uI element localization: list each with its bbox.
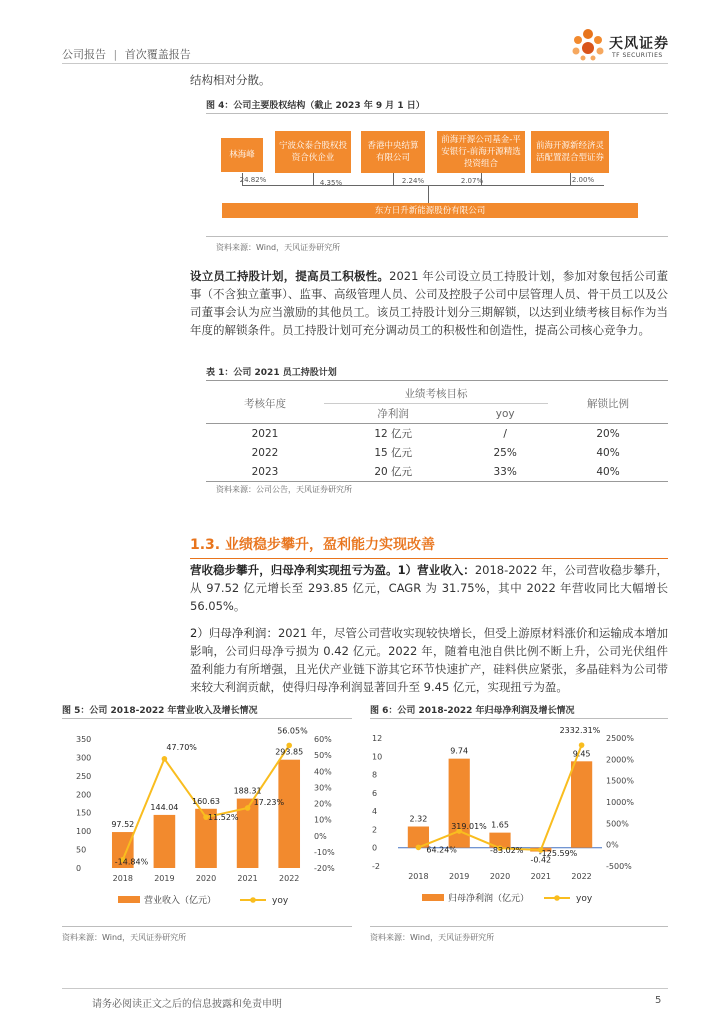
logo-name: 天风证券: [609, 36, 669, 52]
table1-top-rule: [206, 380, 668, 381]
left-axis-tick: 8: [372, 770, 378, 780]
figure4-top-rule: [206, 113, 668, 114]
category-label: 2020: [489, 872, 511, 881]
bar-label: 188.31: [233, 786, 262, 796]
company-logo-icon: [568, 26, 608, 62]
cell-yoy: 33%: [462, 462, 548, 482]
figure5-source: 资料来源：Wind，天风证券研究所: [62, 933, 187, 942]
ownership-connector: [428, 185, 429, 203]
left-axis-tick: 4: [372, 807, 378, 817]
bar-label: 160.63: [192, 796, 220, 806]
legend-swatch-point: [554, 895, 560, 901]
legend-label: 归母净利润（亿元）: [448, 894, 530, 904]
figure5-bottom-rule: [62, 926, 352, 927]
table-row: [206, 443, 668, 462]
left-axis-tick: 0: [372, 843, 378, 853]
category-label: 2021: [530, 872, 551, 881]
left-axis-tick: -2: [372, 862, 380, 871]
left-axis-tick: 50: [76, 845, 87, 855]
company-box: [222, 203, 638, 218]
cell-profit: 20 亿元: [324, 462, 462, 482]
section-underline: [190, 558, 668, 559]
line-label: 17.23%: [253, 797, 285, 807]
category-label: 2018: [112, 874, 133, 883]
yoy-point: [245, 805, 251, 811]
cell-unlock: 40%: [548, 462, 668, 482]
legend-swatch-point: [250, 897, 256, 903]
right-axis-tick: 2500%: [606, 734, 634, 743]
right-axis-tick: -20%: [314, 864, 335, 873]
shareholder-box: [531, 131, 609, 173]
cell-unlock: 40%: [596, 446, 620, 459]
footer-disclaimer: 请务必阅读正文之后的信息披露和免责申明: [92, 999, 282, 1010]
right-axis-tick: 60%: [314, 735, 332, 744]
figure4-title: 图 4：公司主要股权结构（截止 2023 年 9 月 1 日）: [206, 101, 425, 111]
cell-year: 2022: [251, 446, 279, 459]
paragraph-lead: 设立员工持股计划，提高员工积极性。: [190, 269, 390, 283]
table1-title: 表 1：公司 2021 员工持股计划: [206, 368, 337, 378]
yoy-point: [579, 742, 585, 748]
cell-profit: 12 亿元: [374, 428, 413, 440]
left-axis-tick: 300: [76, 753, 92, 763]
report-kind: 首次覆盖报告: [124, 48, 191, 61]
header-yoy: yoy: [462, 404, 548, 424]
right-axis-tick: -10%: [314, 847, 335, 857]
shareholder-box: [361, 131, 425, 173]
paragraph-body: 2021 年公司设立员工持股计划，参加对象包括公司董事（不含独立董事）、监事、高级管理人员、公司及控股子公司中层管理人员、骨干员工以及公司董事会认为应当激励的其他员工。该员工持股计划分三期解锁，以达到业绩考核目标作为当年度的解锁条件。员工持股计划可充分调动员工的积极性和创造性，提高公司核心竞争力。: [190, 269, 669, 337]
bar-label: 9.74: [450, 746, 469, 756]
category-label: 2022: [279, 874, 300, 883]
bar: [571, 761, 592, 847]
header-profit: 净利润: [324, 404, 462, 424]
right-axis-tick: 30%: [314, 783, 332, 793]
category-label: 2018: [408, 872, 429, 881]
paragraph-net-profit: [190, 624, 668, 696]
left-axis-tick: 6: [372, 788, 378, 798]
left-axis-tick: 12: [372, 734, 383, 743]
line-label: -83.02%: [490, 846, 524, 856]
figure5-title: 图 5：公司 2018-2022 年营业收入及增长情况: [62, 706, 258, 716]
shareholder-pct: 2.07%: [460, 177, 484, 185]
paragraph-body: 2018-2022 年，公司营收稳步攀升，从 97.52 亿元增长至 293.85 亿元，CAGR 为 31.75%，其中 2022 年营收同比大幅增长 56.05%。: [190, 563, 669, 613]
shareholder-name: 前海开源公司基金-平安银行-前海开源精选投资组合: [441, 135, 521, 169]
intro-text: 结构相对分散。: [190, 73, 271, 87]
table-row: [206, 424, 668, 444]
legend-label: yoy: [272, 896, 289, 906]
cell-yoy: 25%: [493, 446, 517, 459]
figure4-bottom-rule: [206, 236, 668, 237]
figure6-title: 图 6：公司 2018-2022 年归母净利润及增长情况: [370, 706, 575, 716]
company-name: 东方日升新能源股份有限公司: [374, 205, 486, 216]
right-axis-tick: 40%: [314, 767, 332, 777]
line-label: 2332.31%: [559, 726, 601, 736]
legend-label: 营业收入（亿元）: [144, 896, 217, 906]
category-label: 2021: [237, 874, 258, 883]
bar-label: -0.42: [530, 855, 552, 865]
shareholder-name: 香港中央结算有限公司: [367, 141, 419, 163]
figure6-top-rule: [370, 718, 668, 719]
shareholder-box: [275, 131, 351, 173]
shareholder-name: 宁波众泰合股权投资合伙企业: [279, 141, 348, 163]
right-axis-tick: 20%: [314, 799, 332, 809]
header-target: 业绩考核目标: [324, 384, 548, 404]
category-label: 2019: [154, 874, 175, 883]
line-label: 64.24%: [426, 845, 457, 855]
right-axis-tick: 50%: [314, 751, 332, 761]
table1-source: 资料来源：公司公告，天风证券研究所: [216, 485, 352, 494]
right-axis-tick: 2000%: [606, 755, 634, 765]
shareholder-name: 前海开源新经济灵活配置混合型证券: [535, 141, 604, 163]
right-axis-tick: 0%: [606, 840, 619, 850]
figure6-bottom-rule: [370, 926, 668, 927]
yoy-point: [162, 756, 168, 762]
line-label: 319.01%: [451, 822, 487, 832]
cell-year: 2023: [206, 462, 324, 482]
left-axis-tick: 350: [76, 735, 92, 744]
left-axis-tick: 2: [372, 825, 378, 835]
shareholder-pct: 2.24%: [401, 177, 425, 185]
cell-profit: 15 亿元: [374, 447, 413, 459]
shareholder-pct: 4.35%: [319, 179, 343, 187]
table-row: [206, 462, 668, 482]
paragraph-lead: 营收稳步攀升，归母净利实现扭亏为盈。1）营业收入：: [190, 563, 475, 577]
shareholder-pct: 24.82%: [239, 176, 267, 184]
right-axis-tick: 0%: [314, 831, 327, 841]
bar-label: 293.85: [275, 747, 304, 757]
paragraph-body: 2021 年，尽管公司营收实现较快增长，但受上游原材料涨价和运输成本增加影响，公司归母净亏损为 0.42 亿元。2022 年，随着电池自供比例不断上升，公司光伏组件盈利能力有所增强，且光伏产业链下游其它环节快速扩产，硅料供应紧张，多晶硅料为公司带来较大利润贡献，使得归母净利润显著回升至 9.45 亿元，实现扭亏为盈。: [190, 626, 668, 694]
line-label: 56.05%: [277, 726, 308, 736]
cell-unlock: 20%: [596, 427, 620, 440]
left-axis-tick: 100: [76, 827, 92, 837]
legend-swatch-bar: [118, 896, 140, 903]
report-header: [62, 46, 191, 62]
ownership-connector: [313, 173, 314, 185]
net-profit-chart: [370, 720, 668, 920]
yoy-point: [416, 845, 422, 851]
bar-label: 97.52: [111, 820, 135, 830]
line-label: 11.52%: [208, 813, 239, 823]
shareholder-box: [221, 138, 263, 172]
legend-swatch-bar: [422, 894, 444, 901]
revenue-chart: [62, 720, 352, 920]
section-title: 1.3. 业绩稳步攀升，盈利能力实现改善: [190, 537, 435, 553]
left-axis-tick: 10: [372, 752, 383, 762]
bar: [154, 815, 176, 868]
left-axis-tick: 0: [76, 864, 82, 873]
header-divider: [62, 63, 668, 64]
paragraph-revenue: [190, 561, 668, 615]
right-axis-tick: 500%: [606, 819, 629, 829]
footer-divider: [62, 988, 668, 989]
category-label: 2019: [449, 872, 470, 881]
header-unlock: 解锁比例: [548, 384, 668, 424]
cell-year: 2021: [251, 427, 279, 440]
ownership-connector-bar: [242, 185, 604, 186]
shareholder-pct: 2.00%: [571, 176, 595, 184]
paragraph-lead: 2）归母净利润：: [190, 626, 278, 640]
table-header-row: [206, 384, 668, 404]
right-axis-tick: 10%: [314, 815, 332, 825]
header-separator: |: [113, 48, 118, 61]
figure4-source: 资料来源：Wind，天风证券研究所: [216, 243, 341, 252]
line-label: -125.59%: [538, 849, 578, 859]
line-label: -14.84%: [114, 857, 149, 867]
bar-label: 2.32: [409, 814, 428, 824]
category-label: 2022: [571, 872, 592, 881]
report-type: 公司报告: [62, 48, 106, 61]
header-year: 考核年度: [206, 384, 324, 424]
esop-table: [206, 384, 668, 482]
line-label: 47.70%: [166, 742, 197, 752]
right-axis-tick: 1000%: [606, 798, 634, 807]
figure6-source: 资料来源：Wind，天风证券研究所: [370, 933, 495, 942]
right-axis-tick: 1500%: [606, 776, 634, 786]
right-axis-tick: -500%: [606, 862, 632, 871]
left-axis-tick: 250: [76, 771, 92, 781]
legend-label: yoy: [576, 894, 593, 904]
cell-yoy: /: [503, 427, 507, 440]
page-number: 5: [655, 995, 662, 1006]
shareholder-name: 林海峰: [229, 150, 255, 160]
left-axis-tick: 200: [76, 790, 92, 800]
category-label: 2020: [195, 874, 217, 883]
logo-english: TF SECURITIES: [612, 52, 663, 59]
left-axis-tick: 150: [76, 808, 92, 818]
bar-label: 1.65: [491, 820, 509, 830]
bar-label: 144.04: [150, 802, 179, 812]
bar: [278, 760, 300, 868]
shareholder-box: [437, 131, 525, 173]
figure5-top-rule: [62, 718, 352, 719]
ownership-connector: [393, 173, 394, 185]
bar-label: 9.45: [572, 749, 591, 759]
paragraph-esop: [190, 267, 668, 339]
